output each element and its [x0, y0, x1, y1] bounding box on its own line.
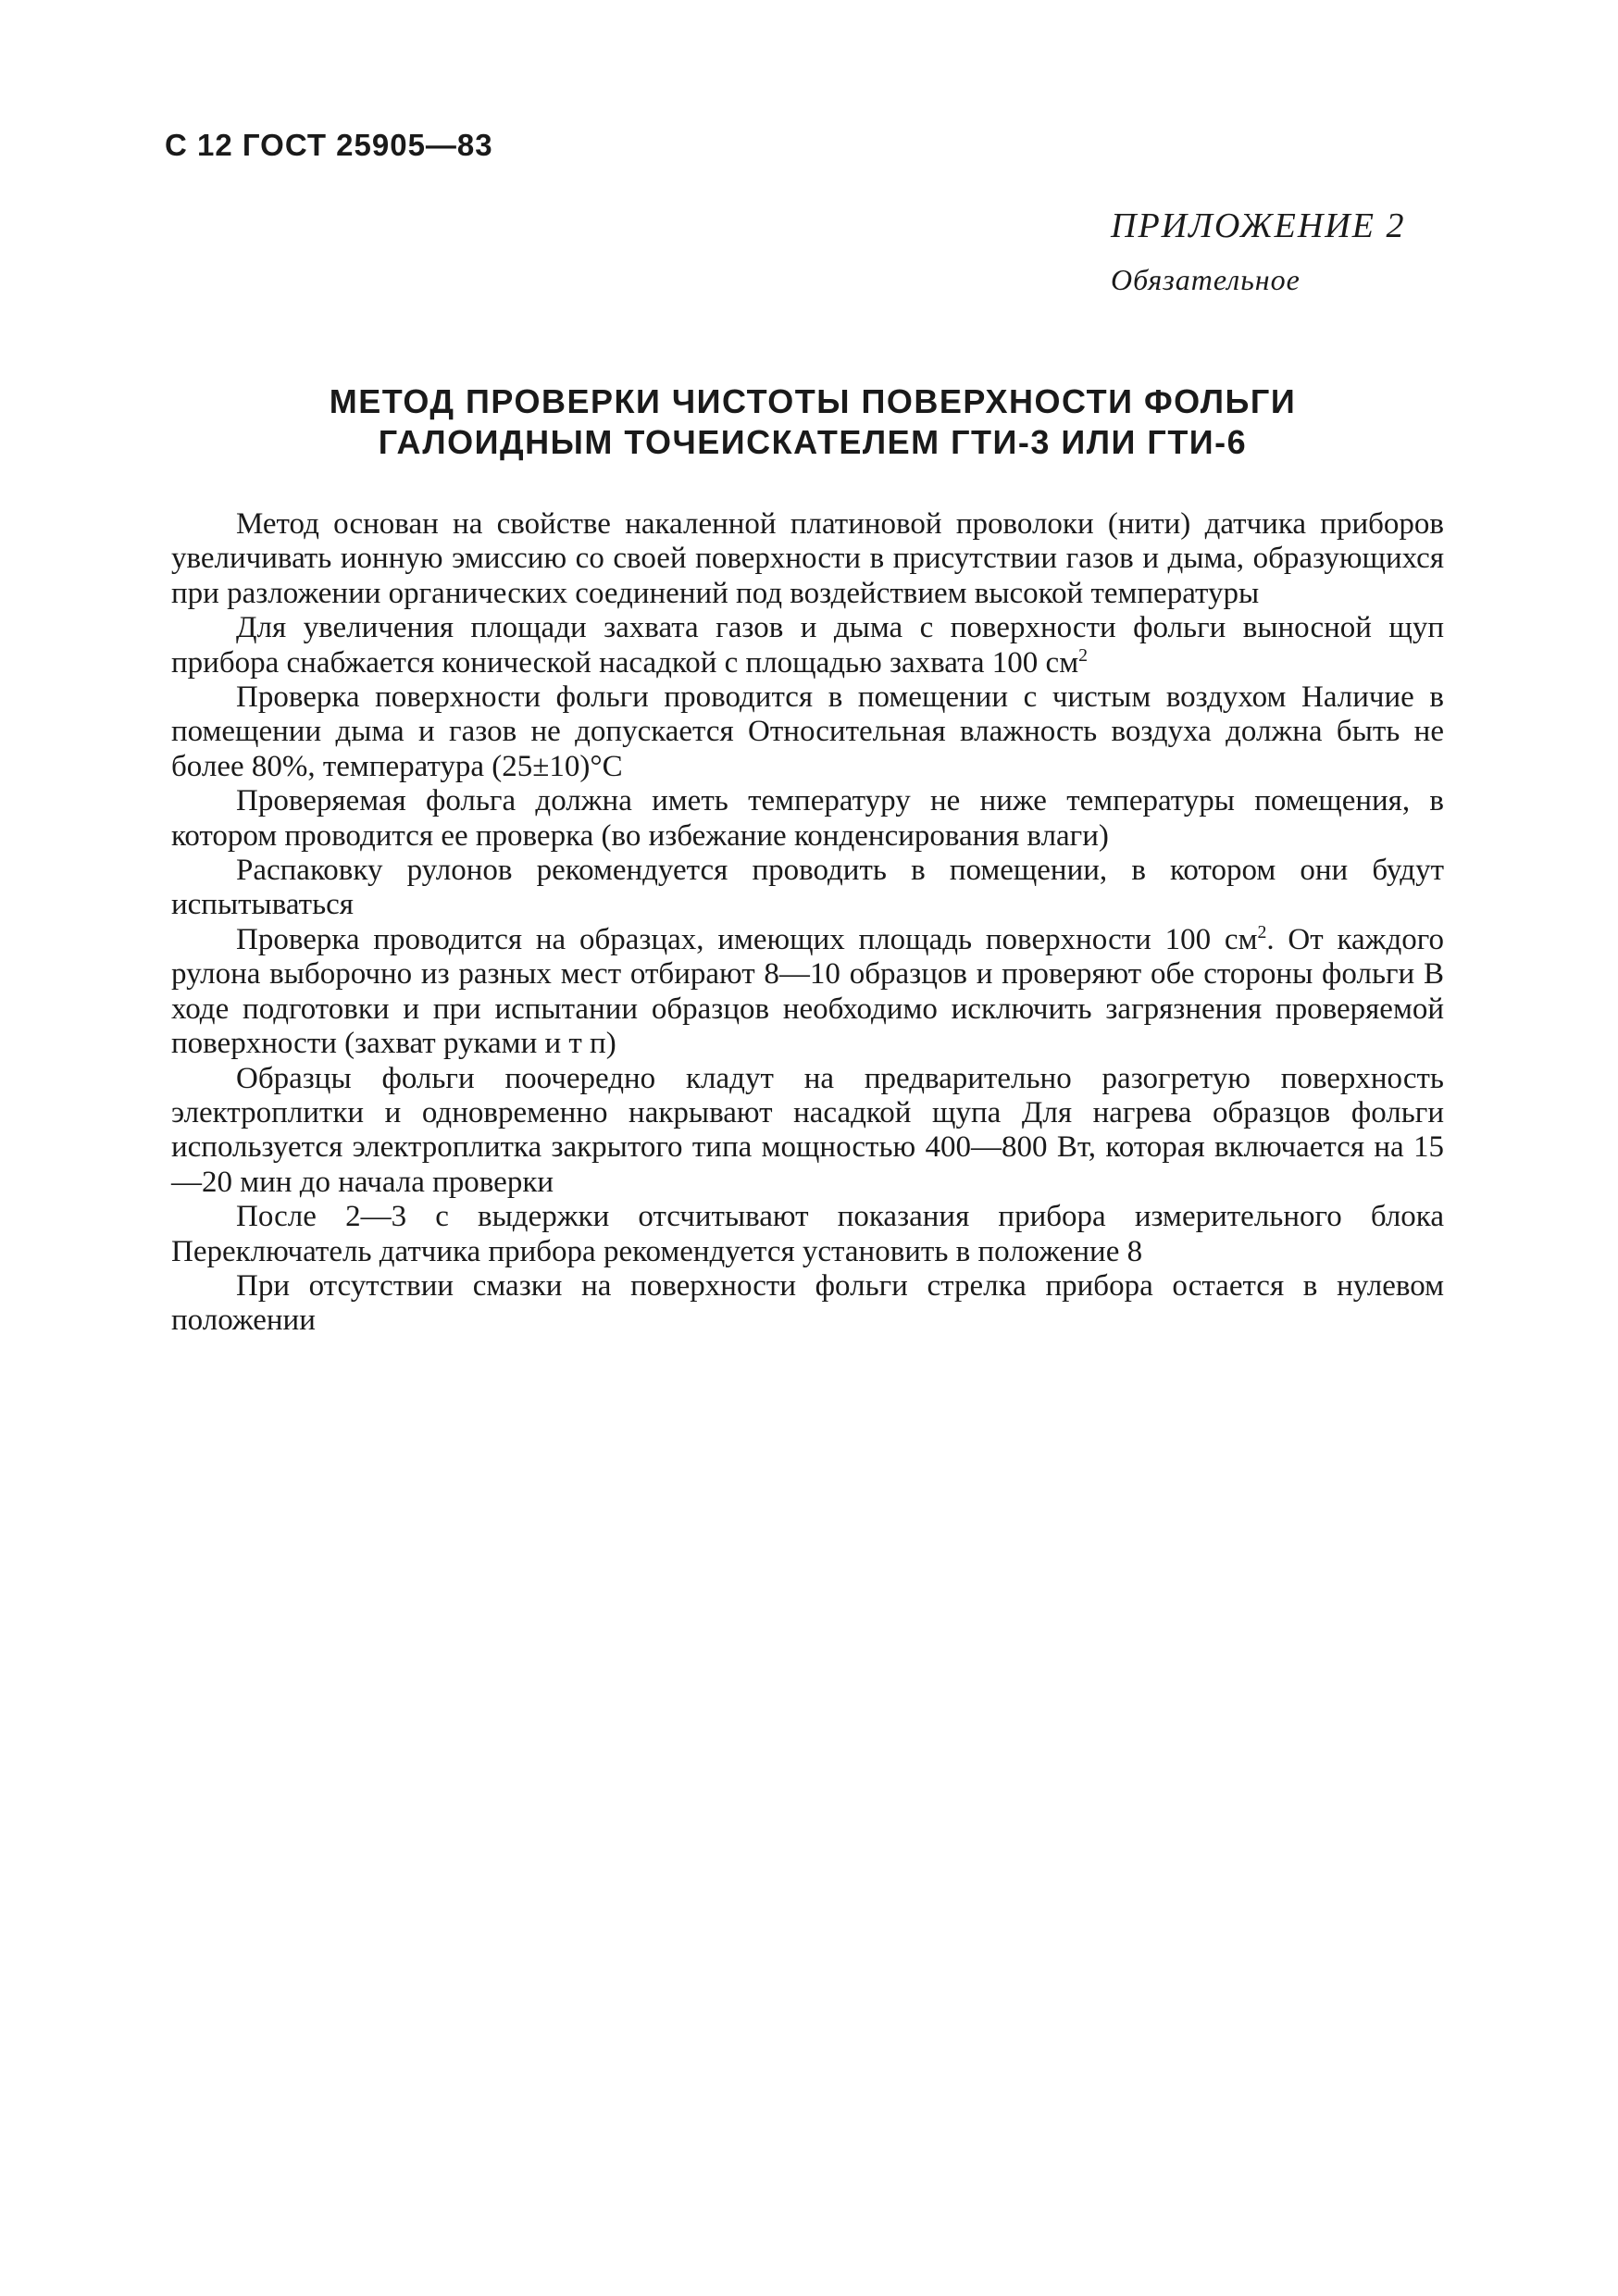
- title-line-2: ГАЛОИДНЫМ ТОЧЕИСКАТЕЛЕМ ГТИ-3 ИЛИ ГТИ-6: [378, 423, 1248, 461]
- page-header: С 12 ГОСТ 25905—83: [165, 128, 493, 162]
- title-line-1: МЕТОД ПРОВЕРКИ ЧИСТОТЫ ПОВЕРХНОСТИ ФОЛЬГИ: [329, 382, 1297, 420]
- paragraph-8: После 2—3 с выдержки отсчитывают показания прибора измерительного блока Переключатель датчика прибора рекомендуется установить в положение 8: [171, 1200, 1444, 1268]
- paragraph-6-superscript: 2: [1257, 921, 1267, 942]
- paragraph-5: Распаковку рулонов рекомендуется проводить в помещении, в котором они будут испытываться: [171, 854, 1444, 922]
- appendix-label: ПРИЛОЖЕНИЕ 2: [1111, 206, 1406, 245]
- paragraph-2-superscript: 2: [1078, 644, 1088, 666]
- appendix-status: Обязательное: [1111, 263, 1301, 296]
- paragraph-6-text-a: Проверка проводится на образцах, имеющих площадь поверхности 100 см: [236, 922, 1258, 956]
- paragraph-7: Образцы фольги поочередно кладут на предварительно разогретую поверхность электроплитки и одновременно накрывают насадкой щупа Для нагрева образцов фольги используется электроплитка закрытого типа мощностью 400—800 Вт, которая включается на 15—20 мин до начала проверки: [171, 1061, 1444, 1199]
- document-title: [165, 381, 1461, 463]
- body-text: [171, 507, 1444, 1339]
- paragraph-4: Проверяемая фольга должна иметь температуру не ниже температуры помещения, в котором проводится ее проверка (во избежание конденсирования влаги): [171, 784, 1444, 853]
- paragraph-6: [171, 923, 1444, 1062]
- paragraph-9: При отсутствии смазки на поверхности фольги стрелка прибора остается в нулевом положении: [171, 1268, 1444, 1338]
- paragraph-3: Проверка поверхности фольги проводится в помещении с чистым воздухом Наличие в помещении дыма и газов не допускается Относительная влажность воздуха должна быть не более 80%, температура (25±10)°С: [171, 680, 1444, 783]
- paragraph-1: Метод основан на свойстве накаленной платиновой проволоки (нити) датчика приборов увеличивать ионную эмиссию со своей поверхности в присутствии газов и дыма, образующихся при разложении органических соединений под воздействием высокой температуры: [171, 507, 1444, 610]
- paragraph-2-text: Для увеличения площади захвата газов и дыма с поверхности фольги выносной щуп прибора снабжается конической насадкой с площадью захвата 100 см: [171, 611, 1444, 680]
- paragraph-6-text-b: . От каждого рулона выборочно из разных мест отбирают 8—10 образцов и проверяют обе стороны фольги В ходе подготовки и при испытании образцов необходимо исключить загрязнения проверяемой поверхности (захват руками и т п): [171, 922, 1444, 1061]
- paragraph-2: [171, 611, 1444, 680]
